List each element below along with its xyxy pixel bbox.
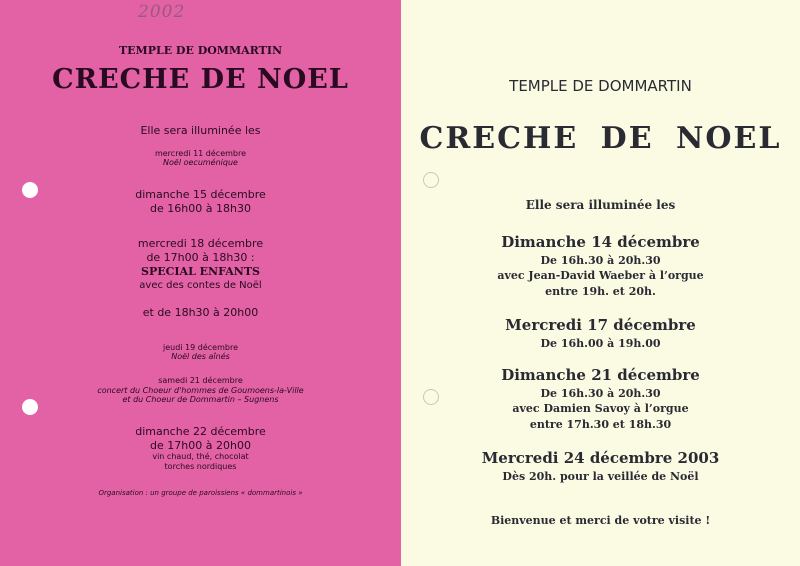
right-d3b: avec Damien Savoy à l’orgue — [512, 402, 689, 415]
right-d1c: entre 19h. et 20h. — [545, 285, 656, 298]
left-line10: jeudi 19 décembre — [162, 343, 238, 352]
right-d3c: entre 17h.30 et 18h.30 — [529, 418, 672, 431]
left-line5: mercredi 18 décembre — [137, 237, 264, 250]
left-line9: et de 18h30 à 20h00 — [142, 306, 259, 319]
right-d1a: De 16h.30 à 20h.30 — [540, 254, 661, 267]
right-d2: Mercredi 17 décembre — [505, 316, 696, 334]
left-line11: Noël des aînés — [171, 352, 230, 361]
right-title: CRECHE DE NOEL — [419, 121, 782, 156]
right-d3a: De 16h.30 à 20h.30 — [540, 387, 661, 400]
left-line2: Noël oecuménique — [163, 158, 238, 167]
handwritten-year: 2002 — [138, 2, 186, 22]
left-line15: dimanche 22 décembre — [135, 425, 266, 438]
right-d3: Dimanche 21 décembre — [501, 366, 700, 384]
left-line12: samedi 21 décembre — [158, 376, 243, 385]
left-venue: TEMPLE DE DOMMARTIN — [118, 44, 283, 57]
left-line3: dimanche 15 décembre — [135, 188, 266, 201]
left-intro: Elle sera illuminée les — [140, 124, 261, 137]
right-intro: Elle sera illuminée les — [525, 198, 676, 212]
left-line6: de 17h00 à 18h30 : — [146, 251, 255, 264]
right-d4: Mercredi 24 décembre 2003 — [481, 449, 720, 467]
right-welcome: Bienvenue et merci de votre visite ! — [490, 514, 711, 527]
left-line1: mercredi 11 décembre — [154, 149, 247, 158]
left-title: CRECHE DE NOEL — [52, 64, 349, 95]
left-line18: torches nordiques — [164, 462, 237, 471]
right-d4a: Dès 20h. pour la veillée de Noël — [502, 470, 699, 483]
left-line14: et du Choeur de Dommartin – Sugnens — [122, 395, 279, 404]
left-line17: vin chaud, thé, chocolat — [152, 452, 249, 461]
left-line8: avec des contes de Noël — [139, 280, 262, 291]
left-line16: de 17h00 à 20h00 — [150, 439, 251, 452]
punch-hole-mark-top — [423, 172, 439, 188]
right-d2a: De 16h.00 à 19h.00 — [540, 337, 661, 350]
right-d1: Dimanche 14 décembre — [501, 233, 700, 251]
left-line7: SPECIAL ENFANTS — [141, 265, 260, 278]
left-line4: de 16h00 à 18h30 — [150, 202, 251, 215]
right-d1b: avec Jean-David Waeber à l’orgue — [497, 269, 704, 282]
left-footer: Organisation : un groupe de paroissiens « dommartinois » — [98, 489, 303, 497]
left-line13: concert du Choeur d'hommes de Goumoens-la-Ville — [97, 386, 304, 395]
right-venue: TEMPLE DE DOMMARTIN — [509, 77, 692, 95]
